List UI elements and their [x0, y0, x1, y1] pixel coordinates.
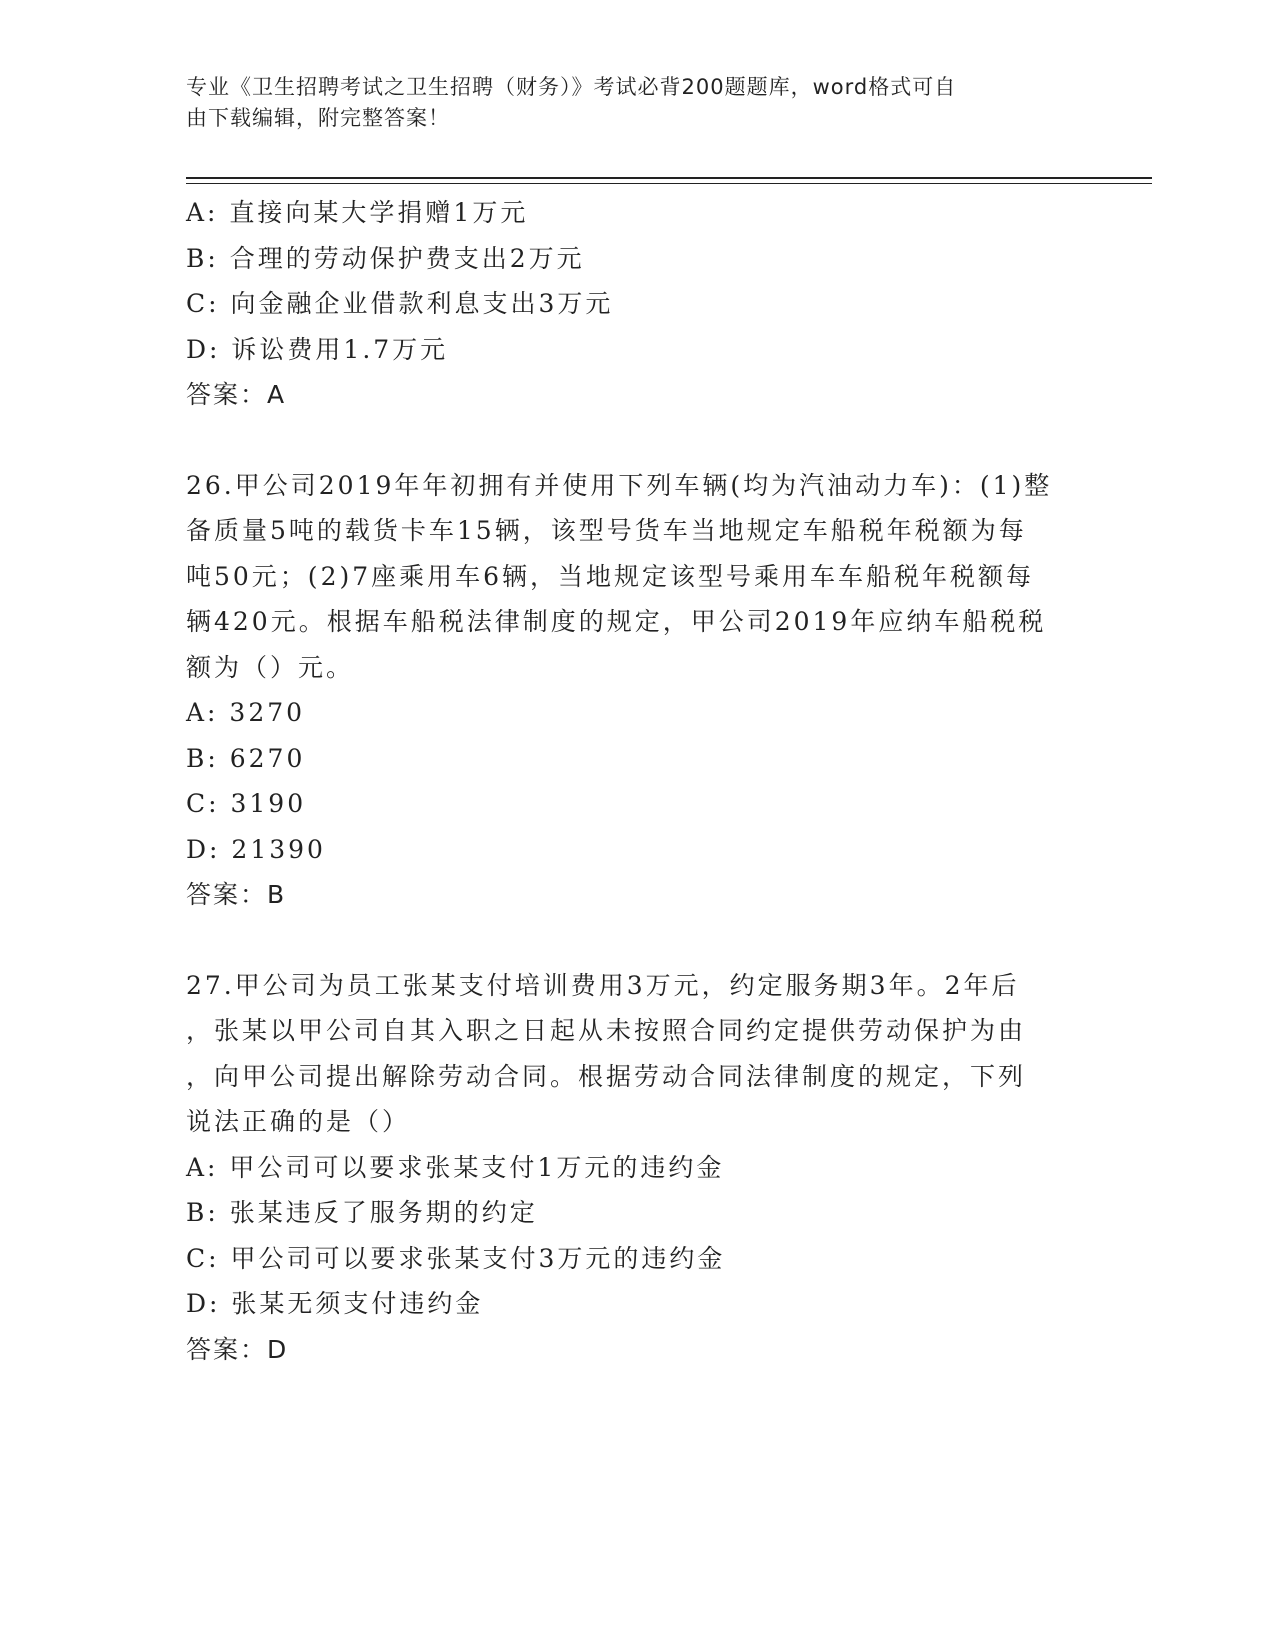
option-b: B: 合理的劳动保护费支出2万元 [186, 243, 585, 273]
stem-line: 备质量5吨的载货卡车15辆，该型号货车当地规定车船税年税额为每 [186, 516, 1027, 545]
option-a: A: 3270 [186, 698, 306, 727]
stem-line: 27.甲公司为员工张某支付培训费用3万元，约定服务期3年。2年后 [186, 970, 1020, 1000]
header-line-2: 由下载编辑，附完整答案！ [186, 106, 450, 130]
option-b: B: 6270 [186, 743, 306, 773]
option-c: C: 3190 [186, 789, 307, 818]
question-block-27 [186, 963, 1086, 1373]
stem-line: 说法正确的是（） [186, 1107, 411, 1136]
option-b: B: 张某违反了服务期的约定 [186, 1198, 538, 1227]
question-stem [186, 963, 1066, 1145]
option-c: C: 甲公司可以要求张某支付3万元的违约金 [186, 1243, 726, 1273]
option-c: C: 向金融企业借款利息支出3万元 [186, 289, 614, 318]
option-a: A: 甲公司可以要求张某支付1万元的违约金 [186, 1152, 725, 1182]
stem-line: 辆420元。根据车船税法律制度的规定，甲公司2019年应纳车船税税 [186, 607, 1047, 636]
header-rule-thin [186, 183, 1152, 184]
stem-line: 额为（）元。 [186, 652, 355, 682]
stem-line: 吨50元；(2)7座乘用车6辆，当地规定该型号乘用车车船税年税额每 [186, 561, 1035, 591]
option-d: D: 诉讼费用1.7万元 [186, 334, 449, 364]
question-block-26 [186, 463, 1086, 918]
spacer [186, 418, 1086, 463]
spacer [186, 918, 1086, 963]
header-line-1: 专业《卫生招聘考试之卫生招聘（财务）》考试必背200题题库，word格式可自 [186, 75, 957, 99]
stem-line: ，张某以甲公司自其入职之日起从未按照合同约定提供劳动保护为由 [186, 1016, 1027, 1045]
question-block-25 [186, 190, 1086, 418]
stem-line: ，向甲公司提出解除劳动合同。根据劳动合同法律制度的规定，下列 [186, 1061, 1027, 1091]
answer-label: 答案：D [186, 1334, 289, 1364]
option-d: D: 张某无须支付违约金 [186, 1289, 484, 1318]
header-rule-thick [186, 177, 1152, 179]
option-a: A: 直接向某大学捐赠1万元 [186, 198, 529, 227]
option-d: D: 21390 [186, 834, 326, 864]
answer-label: 答案：A [186, 380, 287, 409]
document-header [186, 72, 1066, 134]
question-stem [186, 463, 1066, 691]
document-body [186, 190, 1086, 1372]
answer-label: 答案：B [186, 880, 287, 909]
stem-line: 26.甲公司2019年年初拥有并使用下列车辆(均为汽油动力车)：(1)整 [186, 470, 1053, 500]
